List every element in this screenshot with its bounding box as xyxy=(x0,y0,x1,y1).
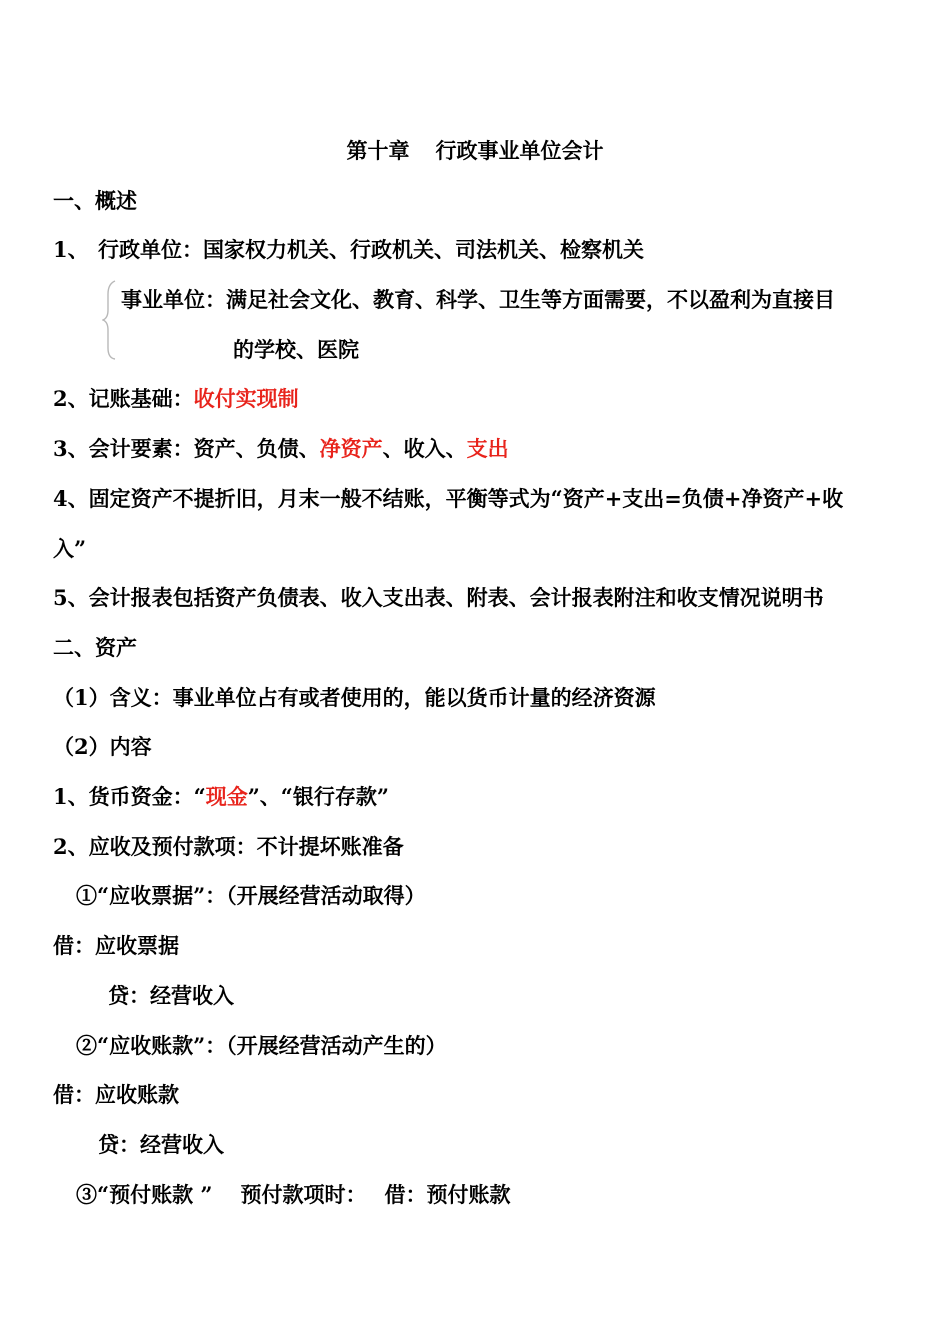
brace-bracket xyxy=(102,280,116,360)
accounts-receivable-debit: 借：应收账款 xyxy=(53,1082,179,1107)
section-overview-heading: 一、概述 xyxy=(53,188,137,213)
item-3-elements xyxy=(53,435,509,463)
item-4-line-1: 4、固定资产不提折旧，月末一般不结账，平衡等式为“资产+支出=负债+净资产+收 xyxy=(53,486,844,511)
accounts-receivable-credit: 贷：经营收入 xyxy=(98,1132,224,1157)
item-4-line-2: 入” xyxy=(53,536,87,561)
cash-text-b: ”、“银行存款” xyxy=(247,784,389,809)
item-5-reports: 5、会计报表包括资产负债表、收入支出表、附表、会计报表附注和收支情况说明书 xyxy=(53,585,824,610)
assets-content-heading: （2）内容 xyxy=(53,734,152,759)
chapter-number: 第十章 xyxy=(346,138,410,163)
page-title xyxy=(0,137,950,165)
notes-receivable-credit: 贷：经营收入 xyxy=(108,983,234,1008)
item-3-text-b: 、收入、 xyxy=(382,436,467,461)
notes-receivable-title: ①“应收票据”：（开展经营活动取得） xyxy=(76,883,426,908)
assets-meaning: （1）含义：事业单位占有或者使用的，能以货币计量的经济资源 xyxy=(53,685,656,710)
cash-text-a: 1、货币资金：“ xyxy=(53,784,206,809)
item-3-text-a: 3、会计要素：资产、负债、 xyxy=(53,436,320,461)
item-2-label: 2、记账基础： xyxy=(53,386,194,411)
prepaid-accounts-row xyxy=(76,1181,510,1209)
prepaid-when: 预付款项时： xyxy=(240,1182,367,1207)
notes-receivable-debit: 借：应收票据 xyxy=(53,933,179,958)
item-1-public-institutions: 事业单位：满足社会文化、教育、科学、卫生等方面需要，不以盈利为直接目 xyxy=(121,287,835,312)
item-3-expenditure: 支出 xyxy=(466,436,509,461)
chapter-name: 行政事业单位会计 xyxy=(435,138,604,163)
prepaid-title: ③“预付账款 ” xyxy=(76,1182,213,1207)
item-1-admin-units: 行政单位：国家权力机关、行政机关、司法机关、检察机关 xyxy=(98,237,644,262)
cash-highlight: 现金 xyxy=(205,784,248,809)
accounts-receivable-title: ②“应收账款”：（开展经营活动产生的） xyxy=(76,1033,447,1058)
item-3-net-assets: 净资产 xyxy=(319,436,383,461)
item-1-examples: 的学校、医院 xyxy=(233,337,359,362)
section-assets-heading: 二、资产 xyxy=(53,635,137,660)
prepaid-debit: 借：预付账款 xyxy=(384,1182,511,1207)
item-2-accounting-basis xyxy=(53,385,299,413)
monetary-funds xyxy=(53,783,389,811)
item-1-number: 1、 xyxy=(53,237,89,262)
receivables-heading: 2、应收及预付款项：不计提坏账准备 xyxy=(53,834,404,859)
item-2-value: 收付实现制 xyxy=(193,386,299,411)
